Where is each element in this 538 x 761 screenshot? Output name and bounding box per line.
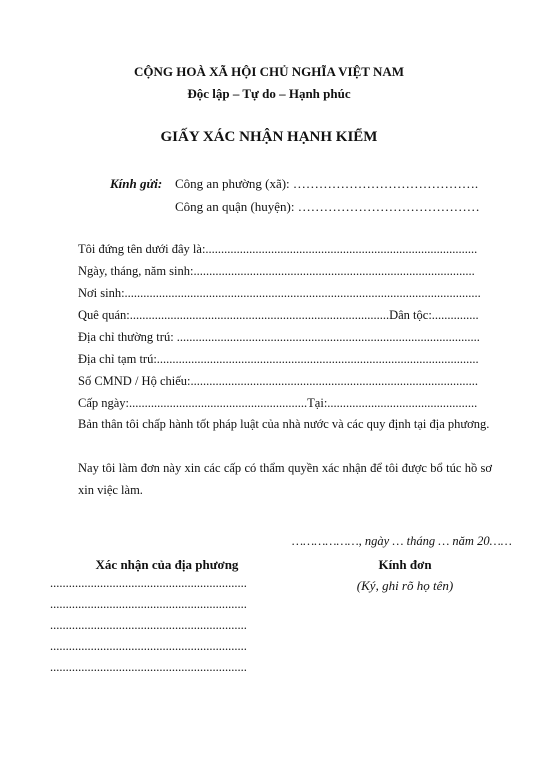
field-full-name: Tôi đứng tên dưới đây là:....................................................................................... — [78, 242, 478, 256]
local-confirmation-title: Xác nhận của địa phương — [95, 557, 239, 572]
applicant-sign-note: (Ký, ghi rõ họ tên) — [356, 578, 454, 593]
field-birth-place: Nơi sinh:.................................................................................................................. — [78, 286, 481, 300]
recipient-ward: Công an phường (xã): ……………………………………. — [175, 176, 479, 191]
recipient-label: Kính gửi: — [110, 176, 163, 191]
paragraph-conduct: Bản thân tôi chấp hành tốt pháp luật của nhà nước và các quy định tại địa phương. — [78, 417, 490, 431]
applicant-sign-title: Kính đơn — [378, 557, 432, 572]
motto: Độc lập – Tự do – Hạnh phúc — [187, 86, 351, 101]
confirmation-line: ............................................................... — [50, 639, 247, 653]
field-issue-date-place: Cấp ngày:.........................................................Tại:................................................ — [78, 396, 478, 410]
country-header: CỘNG HOÀ XÃ HỘI CHỦ NGHĨA VIỆT NAM — [133, 64, 405, 79]
confirmation-line: ............................................................... — [50, 618, 247, 632]
field-permanent-address: Địa chỉ thường trú: ................................................................................................. — [78, 330, 480, 344]
field-temporary-address: Địa chỉ tạm trú:....................................................................................................... — [78, 352, 479, 366]
date-line: ………………, ngày … tháng … năm 20…… — [292, 534, 512, 548]
field-birth-date: Ngày, tháng, năm sinh:.......................................................................................... — [78, 264, 475, 278]
field-id-number: Số CMND / Hộ chiếu:............................................................................................ — [78, 374, 478, 388]
field-hometown-ethnicity: Quê quán:...................................................................................Dân tộc:............... — [78, 308, 479, 322]
confirmation-line: ............................................................... — [50, 660, 247, 674]
confirmation-line: ............................................................... — [50, 597, 247, 611]
document-title: GIẤY XÁC NHẬN HẠNH KIỂM — [160, 129, 378, 145]
paragraph-request: Nay tôi làm đơn này xin các cấp có thẩm quyền xác nhận để tôi được bổ túc hồ sơ xin việc làm. — [78, 461, 492, 497]
confirmation-line: ............................................................... — [50, 576, 247, 590]
recipient-district: Công an quận (huyện): …………………………………… — [175, 199, 480, 214]
